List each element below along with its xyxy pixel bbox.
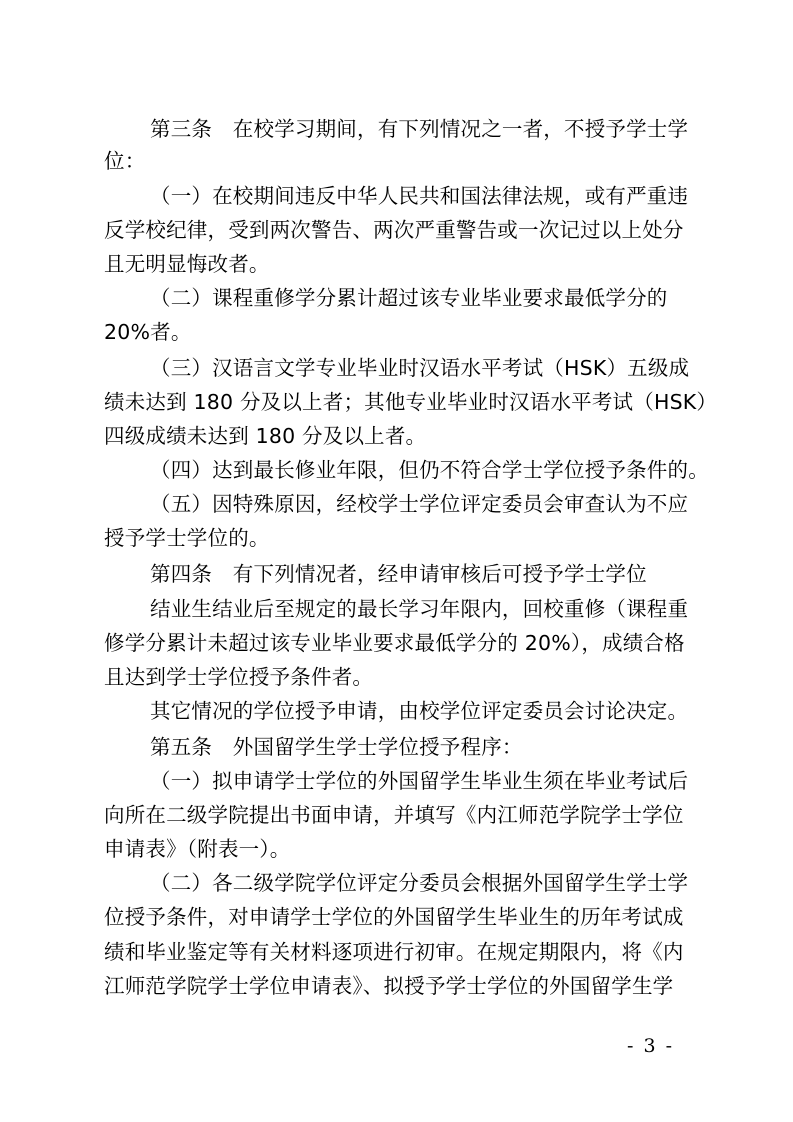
text-line: 结业生结业后至规定的最长学习年限内，回校重修（课程重	[150, 597, 689, 621]
text-line: 授予学士学位的。	[104, 526, 270, 550]
text-line: 第五条 外国留学生学士学位授予程序：	[150, 735, 523, 759]
text-line: 且无明显悔改者。	[104, 252, 270, 276]
text-line: 反学校纪律，受到两次警告、两次严重警告或一次记过以上处分	[104, 218, 684, 242]
text-line: （五）因特殊原因，经校学士学位评定委员会审查认为不应	[150, 492, 689, 516]
text-line: （二）课程重修学分累计超过该专业毕业要求最低学分的	[150, 286, 668, 310]
text-line: 修学分累计未超过该专业毕业要求最低学分的 20%），成绩合格	[104, 631, 685, 655]
text-line: 向所在二级学院提出书面申请，并填写《内江师范学院学士学位	[104, 803, 684, 827]
text-line: （三）汉语言文学专业毕业时汉语水平考试（HSK）五级成	[150, 356, 690, 380]
text-line: 申请表》（附表一）。	[104, 837, 291, 861]
text-line: 江师范学院学士学位申请表》、拟授予学士学位的外国留学生学	[104, 974, 674, 998]
text-line: 20%者。	[104, 320, 192, 344]
text-line: 其它情况的学位授予申请，由校学位评定委员会讨论决定。	[150, 699, 689, 723]
text-line: （二）各二级学院学位评定分委员会根据外国留学生学士学	[150, 871, 689, 895]
text-line: 绩和毕业鉴定等有关材料逐项进行初审。在规定期限内，将《内	[104, 940, 684, 964]
text-line: （四）达到最长修业年限，但仍不符合学士学位授予条件的。	[150, 458, 709, 482]
text-line: 第四条 有下列情况者，经申请审核后可授予学士学位	[150, 562, 647, 586]
text-line: 位：	[104, 149, 146, 173]
text-line: 绩未达到 180 分及以上者；其他专业毕业时汉语水平考试（HSK）	[104, 390, 718, 414]
text-line: 且达到学士学位授予条件者。	[104, 665, 374, 689]
text-line: 位授予条件，对申请学士学位的外国留学生毕业生的历年考试成	[104, 905, 684, 929]
text-line: （一）在校期间违反中华人民共和国法律法规，或有严重违	[150, 184, 689, 208]
text-line: 四级成绩未达到 180 分及以上者。	[104, 424, 427, 448]
page-number: - 3 -	[627, 1035, 675, 1057]
text-line: （一）拟申请学士学位的外国留学生毕业生须在毕业考试后	[150, 769, 689, 793]
text-line: 第三条 在校学习期间，有下列情况之一者，不授予学士学	[150, 117, 689, 141]
